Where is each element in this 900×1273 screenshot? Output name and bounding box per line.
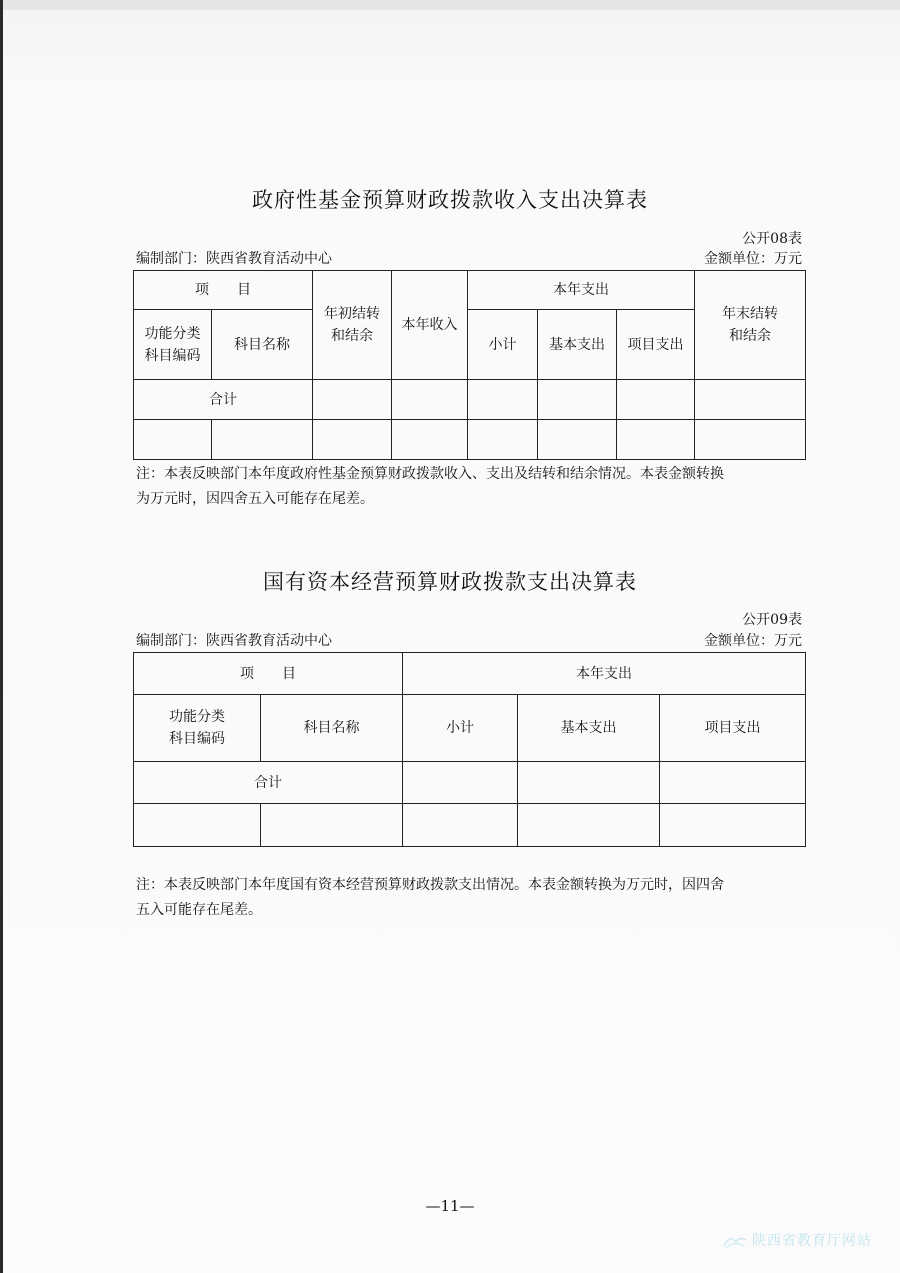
table2-note-line2: 五入可能存在尾差。 [136, 902, 262, 918]
table2-header-subtotal: 小计 [403, 695, 518, 762]
table2-header-basic: 基本支出 [518, 695, 660, 762]
table1-title: 政府性基金预算财政拨款收入支出决算表 [252, 188, 648, 212]
table1-header-project: 项目支出 [617, 310, 695, 380]
table2-title: 国有资本经营预算财政拨款支出决算表 [263, 570, 637, 594]
table-cell [695, 420, 806, 460]
table2-note [136, 873, 816, 923]
table1-header-name: 科目名称 [212, 310, 313, 380]
table-cell [518, 762, 660, 804]
table1-header-code-line2: 科目编码 [144, 347, 201, 364]
table-cell [403, 804, 518, 847]
table-cell [538, 420, 617, 460]
table-cell [660, 762, 806, 804]
watermark-logo-icon [722, 1232, 748, 1250]
table-cell [212, 420, 313, 460]
table1-code: 公开08表 [742, 231, 802, 247]
table2-dept: 编制部门：陕西省教育活动中心 [136, 633, 332, 649]
table-cell [468, 420, 538, 460]
table-cell [392, 380, 468, 420]
table2-total-label: 合计 [134, 762, 403, 804]
table1-note-line2: 为万元时，因四舍五入可能存在尾差。 [136, 491, 374, 507]
table2-header-project: 项目支出 [660, 695, 806, 762]
table2-header-expense: 本年支出 [403, 653, 806, 695]
table2-unit: 金额单位：万元 [704, 633, 802, 649]
table1-empty-row [134, 420, 806, 460]
table1-header-income: 本年收入 [392, 271, 468, 380]
table2-header-name: 科目名称 [261, 695, 403, 762]
scan-edge-top [0, 0, 900, 10]
table1-header-expense: 本年支出 [468, 271, 695, 310]
table1-header-item: 项 目 [134, 271, 313, 310]
table1-note [136, 462, 816, 512]
table-cell [261, 804, 403, 847]
table2-header-code-line1: 功能分类 [169, 709, 225, 725]
table2 [133, 652, 806, 847]
table2-empty-row [134, 804, 806, 847]
table1-note-line1: 注：本表反映部门本年度政府性基金预算财政拨款收入、支出及结转和结余情况。本表金额转换 [136, 466, 724, 482]
table-cell [617, 380, 695, 420]
table1-header-code-line1: 功能分类 [144, 325, 201, 342]
table-cell [695, 380, 806, 420]
table2-header-item: 项 目 [134, 653, 403, 695]
table-cell [468, 380, 538, 420]
watermark-text: 陕西省教育厅网站 [752, 1233, 872, 1249]
table-cell [134, 804, 261, 847]
table1-header-end-line1: 年末结转 [722, 306, 778, 322]
table1-total-row [134, 380, 806, 420]
table-cell [313, 420, 392, 460]
table-cell [134, 420, 212, 460]
table1-header-end-line2: 和结余 [729, 328, 771, 344]
table1-header-subtotal: 小计 [468, 310, 538, 380]
table1-header-begin-line2: 和结余 [331, 328, 373, 344]
table2-header-code [134, 695, 261, 762]
table1-unit: 金额单位：万元 [704, 251, 802, 267]
table-cell [392, 420, 468, 460]
table2-total-row [134, 762, 806, 804]
table2-header-code-line2: 科目编码 [169, 731, 225, 747]
table1-dept: 编制部门：陕西省教育活动中心 [136, 251, 332, 267]
table1 [133, 270, 806, 460]
table1-header-end-balance [695, 271, 806, 380]
table1-total-label: 合计 [134, 380, 313, 420]
table-cell [518, 804, 660, 847]
table-cell [313, 380, 392, 420]
table2-note-line1: 注：本表反映部门本年度国有资本经营预算财政拨款支出情况。本表金额转换为万元时，因四舍 [136, 877, 724, 893]
table1-header-code [134, 310, 212, 380]
table1-header-begin-balance [313, 271, 392, 380]
page-number: —11— [425, 1197, 475, 1215]
table1-header-begin-line1: 年初结转 [324, 306, 380, 322]
table-cell [617, 420, 695, 460]
table1-header-basic: 基本支出 [538, 310, 617, 380]
table-cell [403, 762, 518, 804]
table-cell [660, 804, 806, 847]
table-cell [538, 380, 617, 420]
table2-code: 公开09表 [742, 612, 802, 628]
